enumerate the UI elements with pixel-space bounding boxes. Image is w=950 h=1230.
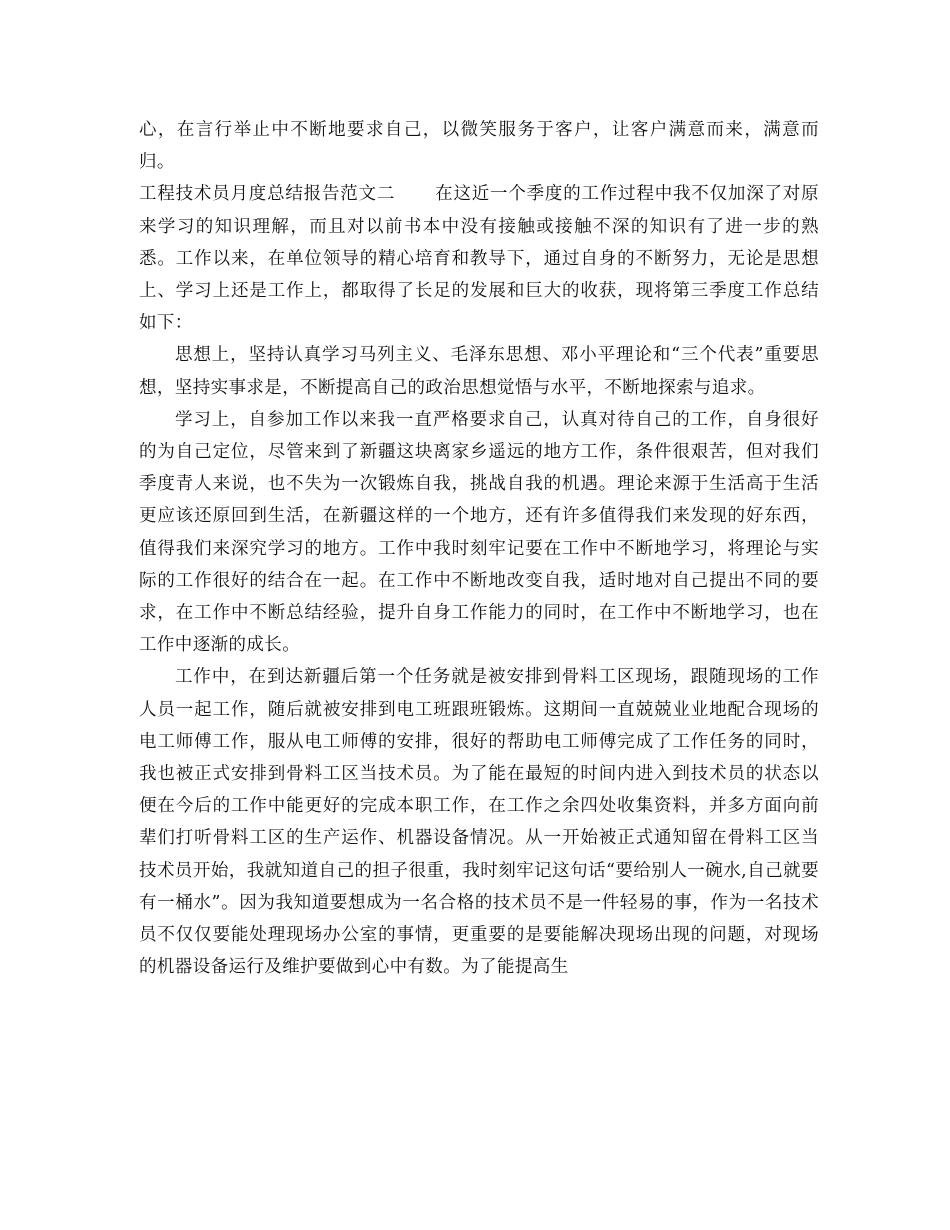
paragraph-heading-intro [139,178,819,339]
paragraph-continued: 心，在言行举止中不断地要求自己，以微笑服务于客户，让客户满意而来，满意而归。 [139,120,819,173]
paragraph-study: 学习上，自参加工作以来我一直严格要求自己，认真对待自己的工作，自身很好的为自己定位，尽管来到了新疆这块离家乡遥远的地方工作，条件很艰苦，但对我们季度青人来说，也不失为一次锻炼自我，挑战自我的机遇。理论来源于生活高于生活更应该还原回到生活，在新疆这样的一个地方，还有许多值得我们来发现的好东西，值得我们来深究学习的地方。工作中我时刻牢记要在工作中不断地学习，将理论与实际的工作很好的结合在一起。在工作中不断地改变自我，适时地对自己提出不同的要求，在工作中不断总结经验，提升自身工作能力的同时，在工作中不断地学习，也在工作中逐渐的成长。 [139,409,819,656]
paragraph-work: 工作中，在到达新疆后第一个任务就是被安排到骨料工区现场，跟随现场的工作人员一起工作，随后就被安排到电工班跟班锻炼。这期间一直兢兢业业地配合现场的电工师傅工作，服从电工师傅的安排，很好的帮助电工师傅完成了工作任务的同时，我也被正式安排到骨料工区当技术员。为了能在最短的时间内进入到技术员的状态以便在今后的工作中能更好的完成本职工作，在工作之余四处收集资料，并多方面向前辈们打听骨料工区的生产运作、机器设备情况。从一开始被正式通知留在骨料工区当技术员开始，我就知道自己的担子很重，我时刻牢记这句话“要给别人一碗水,自己就要有一桶水”。因为我知道要想成为一名合格的技术员不是一件轻易的事，作为一名技术员不仅仅要能处理现场办公室的事情，更重要的是要能解决现场出现的问题，对现场的机器设备运行及维护要做到心中有数。为了能提高生 [139,667,819,978]
paragraph-thought: 思想上，坚持认真学习马列主义、毛泽东思想、邓小平理论和“三个代表”重要思想，坚持实事求是，不断提高自己的政治思想觉悟与水平，不断地探索与追求。 [139,345,819,398]
intro-text: 在这近一个季度的工作过程中我不仅加深了对原来学习的知识理解，而且对以前书本中没有接触或接触不深的知识有了进一步的熟悉。工作以来，在单位领导的精心培育和教导下，通过自身的不断努力，无论是思想上、学习上还是工作上，都取得了长足的发展和巨大的收获，现将第三季度工作总结如下： [139,184,819,334]
section-heading: 工程技术员月度总结报告范文二 [139,184,396,205]
document-body [139,114,819,983]
